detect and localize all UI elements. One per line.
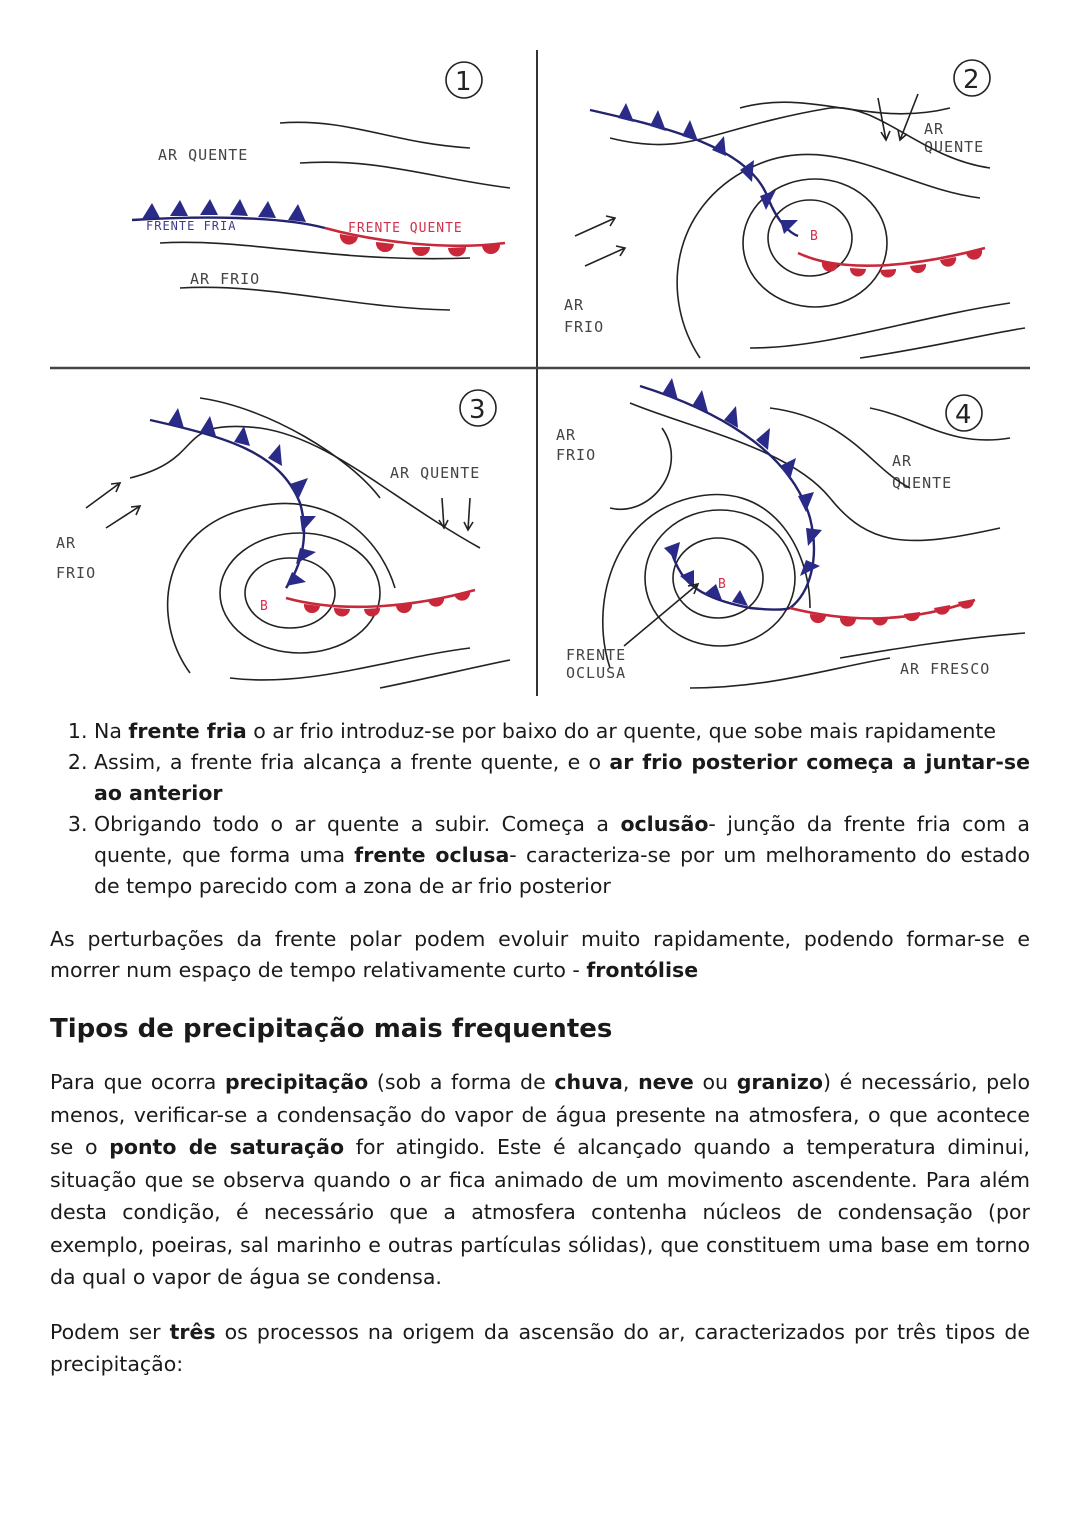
panel-1-warm-front-label: FRENTE QUENTE xyxy=(348,221,463,236)
panel-1-cold-front-label: FRENTE FRIA xyxy=(146,219,237,233)
panel-4-occluded-label-1: FRENTE xyxy=(566,646,627,664)
panel-4-cool-air-label: AR FRESCO xyxy=(900,660,991,678)
panel-2-low-label: B xyxy=(810,229,819,244)
panel-4-number: 4 xyxy=(955,400,972,430)
panel-3-cold-air-label-2: FRIO xyxy=(56,564,97,582)
panel-3 xyxy=(56,390,510,688)
panel-4-low-label: B xyxy=(718,577,727,592)
panel-4-cold-air-label-1: AR xyxy=(556,426,577,444)
frontolysis-paragraph: As perturbações da frente polar podem evoluir muito rapidamente, podendo formar-se e morrer num espaço de tempo relativamente curto - frontólise xyxy=(50,927,1030,982)
panel-4-warm-air-label-2: QUENTE xyxy=(892,474,953,492)
panel-3-low-label: B xyxy=(260,599,269,614)
panel-4-warm-air-label-1: AR xyxy=(892,452,913,470)
panel-1-warm-air-label: AR QUENTE xyxy=(158,146,249,164)
panel-3-warm-air-label: AR QUENTE xyxy=(390,464,481,482)
list-item: 1. Na frente fria o ar frio introduz-se por baixo do ar quente, que sobe mais rapidamente xyxy=(94,716,1030,747)
processes-paragraph: Podem ser três os processos na origem da ascensão do ar, caracterizados por três tipos de precipitação: xyxy=(50,1319,1030,1376)
panel-2 xyxy=(564,60,1025,358)
panel-1-number: 1 xyxy=(455,67,472,97)
list-item: 2. Assim, a frente fria alcança a frente quente, e o ar frio posterior começa a juntar-se ao anterior xyxy=(94,747,1030,809)
document-body xyxy=(50,716,1030,1381)
panel-2-cold-air-label-2: FRIO xyxy=(564,318,605,336)
panel-1-cold-air-label: AR FRIO xyxy=(190,270,261,288)
panel-2-warm-air-label-1: AR xyxy=(924,120,945,138)
panel-4-occluded-label-2: OCLUSA xyxy=(566,664,627,682)
panel-1 xyxy=(132,62,510,310)
panel-2-number: 2 xyxy=(963,65,980,95)
list-item: 3. Obrigando todo o ar quente a subir. Começa a oclusão- junção da frente fria com a quente, que forma uma frente oclusa- caracteriza-se por um melhoramento do estado de tempo parecido com a zona de ar frio posterior xyxy=(94,809,1030,902)
process-list xyxy=(50,716,1030,902)
frontal-evolution-figure xyxy=(50,48,1030,698)
panel-4-cold-air-label-2: FRIO xyxy=(556,446,597,464)
panel-3-number: 3 xyxy=(469,395,486,425)
panel-3-cold-air-label-1: AR xyxy=(56,534,77,552)
panel-2-cold-air-label-1: AR xyxy=(564,296,585,314)
panel-4 xyxy=(556,378,1025,688)
panel-2-warm-air-label-2: QUENTE xyxy=(924,138,985,156)
section-heading: Tipos de precipitação mais frequentes xyxy=(50,1014,613,1044)
precipitation-paragraph: Para que ocorra precipitação (sob a forma de chuva, neve ou granizo) é necessário, pelo menos, verificar-se a condensação do vapor de água presente na atmosfera, o que acontece se o ponto de saturação for atingido. Este é alcançado quando a temperatura diminui, situação que se observa quando o ar fica animado de um movimento ascendente. Para além desta condição, é necessário que a atmosfera contenha núcleos de condensação (por exemplo, poeiras, sal marinho e outras partículas sólidas), que constituem uma base em torno da qual o vapor de água se condensa. xyxy=(50,1070,1030,1289)
